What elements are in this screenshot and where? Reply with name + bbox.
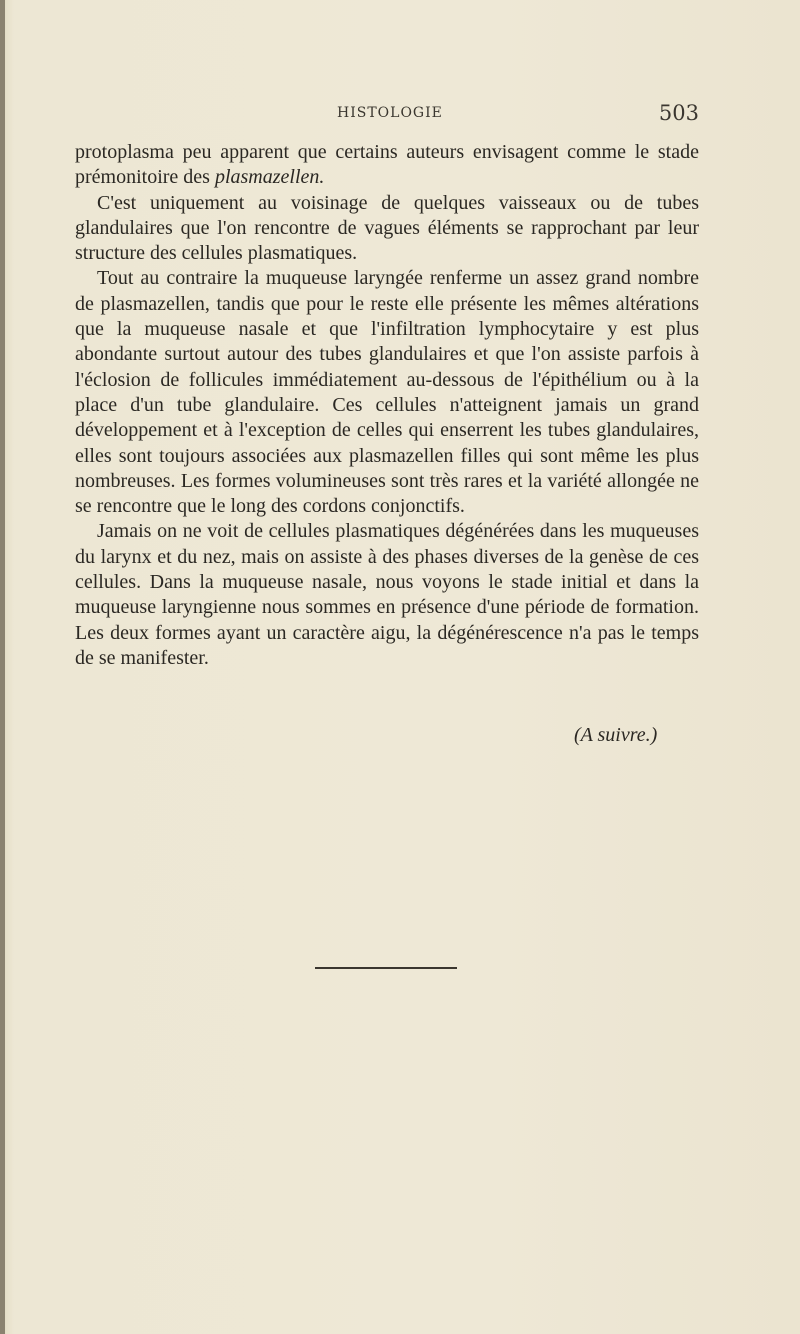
running-head bbox=[75, 101, 699, 125]
page-number: 503 bbox=[658, 101, 699, 125]
to-be-continued: (A suivre.) bbox=[574, 724, 658, 746]
paragraph-1-emphasis: plasmazellen. bbox=[214, 166, 325, 189]
paragraph-4: Jamais on ne voit de cellules plasmatiques dégénérées dans les muqueuses du larynx et du nez, mais on assiste à des phases diverses de la genèse de ces cellules. Dans la muqueuse nasale, nous voyons le stade initial et dans la muqueuse laryngienne nous sommes en présence d'une période de formation. Les deux formes ayant un caractère aigu, la dégénérescence n'a pas le temps de se manifester. bbox=[75, 520, 699, 669]
paragraph-2: C'est uniquement au voisinage de quelques vaisseaux ou de tubes glandulaires que l'on rencontre de vagues éléments se rapprochant par leur structure des cellules plasmatiques. bbox=[75, 191, 699, 265]
paragraph-3: Tout au contraire la muqueuse laryngée renferme un assez grand nombre de plasmazellen, tandis que pour le reste elle présente les mêmes altérations que la muqueuse nasale et que l'infiltration lymphocytaire y est plus abondante surtout autour des tubes glandulaires et que l'on assiste parfois à l'éclosion de follicules immédiatement au-dessous de l'épithélium ou à la place d'un tube glandulaire. Ces cellules n'atteignent jamais un grand développement et à l'exception de celles qui enserrent les tubes glandulaires, elles sont toujours associées aux plasmazellen filles qui sont même les plus nombreuses. Les formes volumineuses sont très rares et la variété allongée ne se rencontre que le long des cordons conjonctifs. bbox=[75, 267, 699, 518]
section-title: HISTOLOGIE bbox=[337, 105, 443, 121]
body-text bbox=[75, 140, 699, 671]
binding-edge bbox=[0, 0, 5, 1334]
end-rule bbox=[315, 967, 457, 969]
paragraph-1-text: protoplasma peu apparent que certains auteurs envisagent comme le stade prémonitoire des bbox=[75, 141, 699, 189]
paragraph-1 bbox=[75, 140, 699, 191]
